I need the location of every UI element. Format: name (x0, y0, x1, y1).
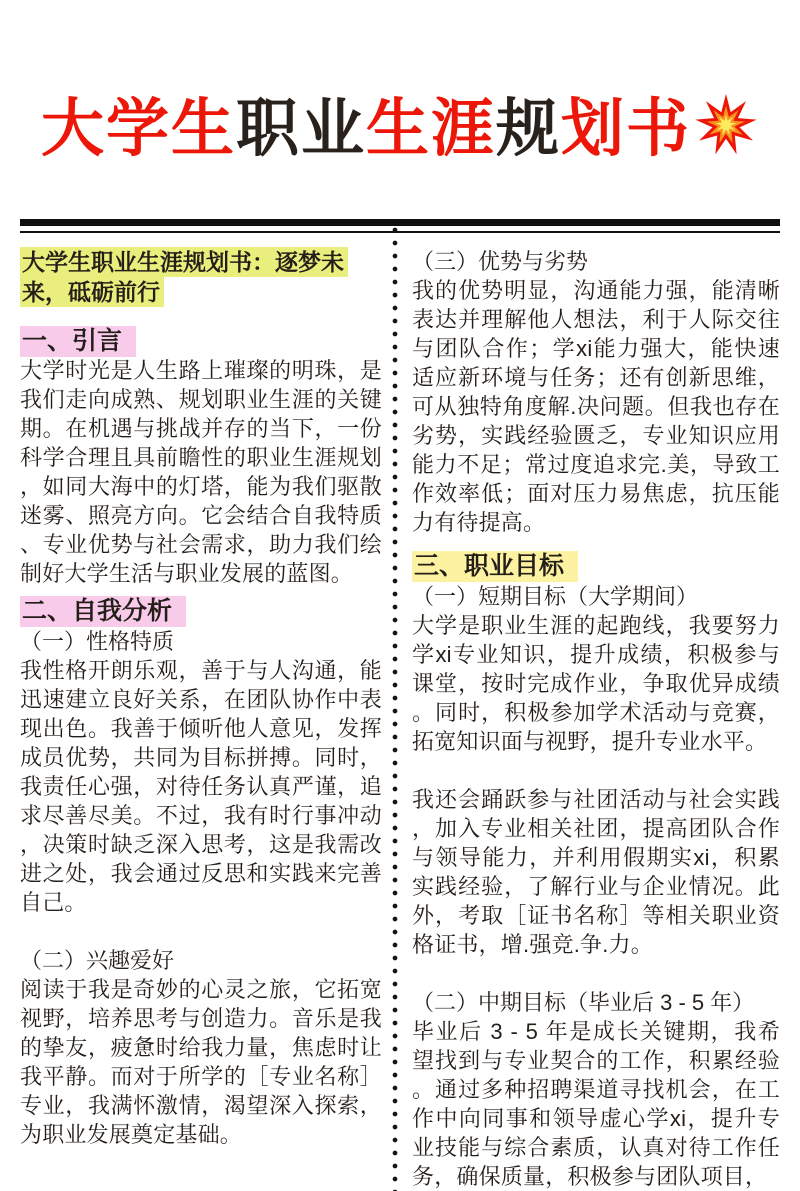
career-plan-poster (0, 42, 800, 1190)
subsection-title-interests: （二）兴趣爱好 (20, 948, 175, 974)
left-column (20, 239, 382, 1191)
short-term-paragraph-2: 我还会踊跃参与社团活动与社会实践，加入专业相关社团，提高团队合作与领导能力，并利用假期实xi，积累实践经验，了解行业与企业情况。此外，考取［证书名称］等相关职业资格证书，增.强竞.争.力。 (412, 787, 780, 958)
header-divider (20, 219, 780, 233)
document-subtitle: 大学生职业生涯规划书：逐梦未来，砥砺前行 (20, 247, 382, 307)
thin-rule (20, 231, 780, 233)
title-segment: 职业 (236, 94, 366, 165)
right-column (412, 239, 780, 1191)
explosion-icon (693, 92, 759, 177)
interests-paragraph: 阅读于我是奇妙的心灵之旅，它拓宽视野，培养思考与创造力。音乐是我的挚友，疲惫时给我力量，焦虑时让我平静。而对于所学的［专业名称］专业，我满怀激情，渴望深入探索，为职业发展奠定基础。 (20, 977, 382, 1148)
personality-paragraph: 我性格开朗乐观，善于与人沟通，能迅速建立良好关系，在团队协作中表现出色。我善于倾听他人意见，发挥成员优势，共同为目标拼搏。同时，我责任心强，对待任务认真严谨，追求尽善尽美。不过，我有时行事冲动，决策时缺乏深入思考，这是我需改进之处，我会通过反思和实践来完善自己。 (20, 658, 382, 916)
section-heading-self-analysis: 二、自我分析 (20, 596, 382, 626)
title-segment: 规 (496, 94, 561, 165)
section-heading-intro: 一、引言 (20, 326, 382, 356)
title-segment: 大学生 (41, 94, 236, 165)
page-title (0, 42, 800, 177)
strengths-paragraph: 我的优势明显，沟通能力强，能清晰表达并理解他人想法，利于人际交往与团队合作；学xi能力强大，能快速适应新环境与任务；还有创新思维，可从独特角度解.决问题。但我也存在劣势，实践经验匮乏，专业知识应用能力不足；常过度追求完.美，导致工作效率低；面对压力易焦虑，抗压能力有待提高。 (412, 278, 780, 536)
thick-rule (20, 219, 780, 226)
subsection-title-personality: （一）性格特质 (20, 629, 175, 655)
intro-paragraph: 大学时光是人生路上璀璨的明珠，是我们走向成熟、规划职业生涯的关键期。在机遇与挑战并存的当下，一份科学合理且具前瞻性的职业生涯规划，如同大海中的灯塔，能为我们驱散迷雾、照亮方向。它会结合自我特质、专业优势与社会需求，助力我们绘制好大学生活与职业发展的蓝图。 (20, 358, 382, 587)
dotted-column-divider (392, 225, 398, 1191)
section-heading-career-goals: 三、职业目标 (412, 551, 780, 581)
mid-term-paragraph: 毕业后 3 - 5 年是成长关键期，我希望找到与专业契合的工作，积累经验。通过多种招聘渠道寻找机会，在工作中向同事和领导虚心学xi，提升专业技能与综合素质，认真对待工作任务，确保质量，积极参与团队项目， (412, 1019, 780, 1190)
two-column-layout (20, 239, 780, 1191)
short-term-paragraph-1: 大学是职业生涯的起跑线，我要努力学xi专业知识，提升成绩，积极参与课堂，按时完成作业，争取优异成绩。同时，积极参加学术活动与竞赛，拓宽知识面与视野，提升专业水平。 (412, 613, 780, 755)
subsection-title-strengths: （三）优势与劣势 (412, 249, 589, 275)
subsection-title-mid-term: （二）中期目标（毕业后 3 - 5 年） (412, 990, 755, 1016)
subsection-title-short-term: （一）短期目标（大学期间） (412, 584, 699, 610)
title-segment: 生涯 (366, 94, 496, 165)
title-segment: 划书 (561, 94, 691, 165)
